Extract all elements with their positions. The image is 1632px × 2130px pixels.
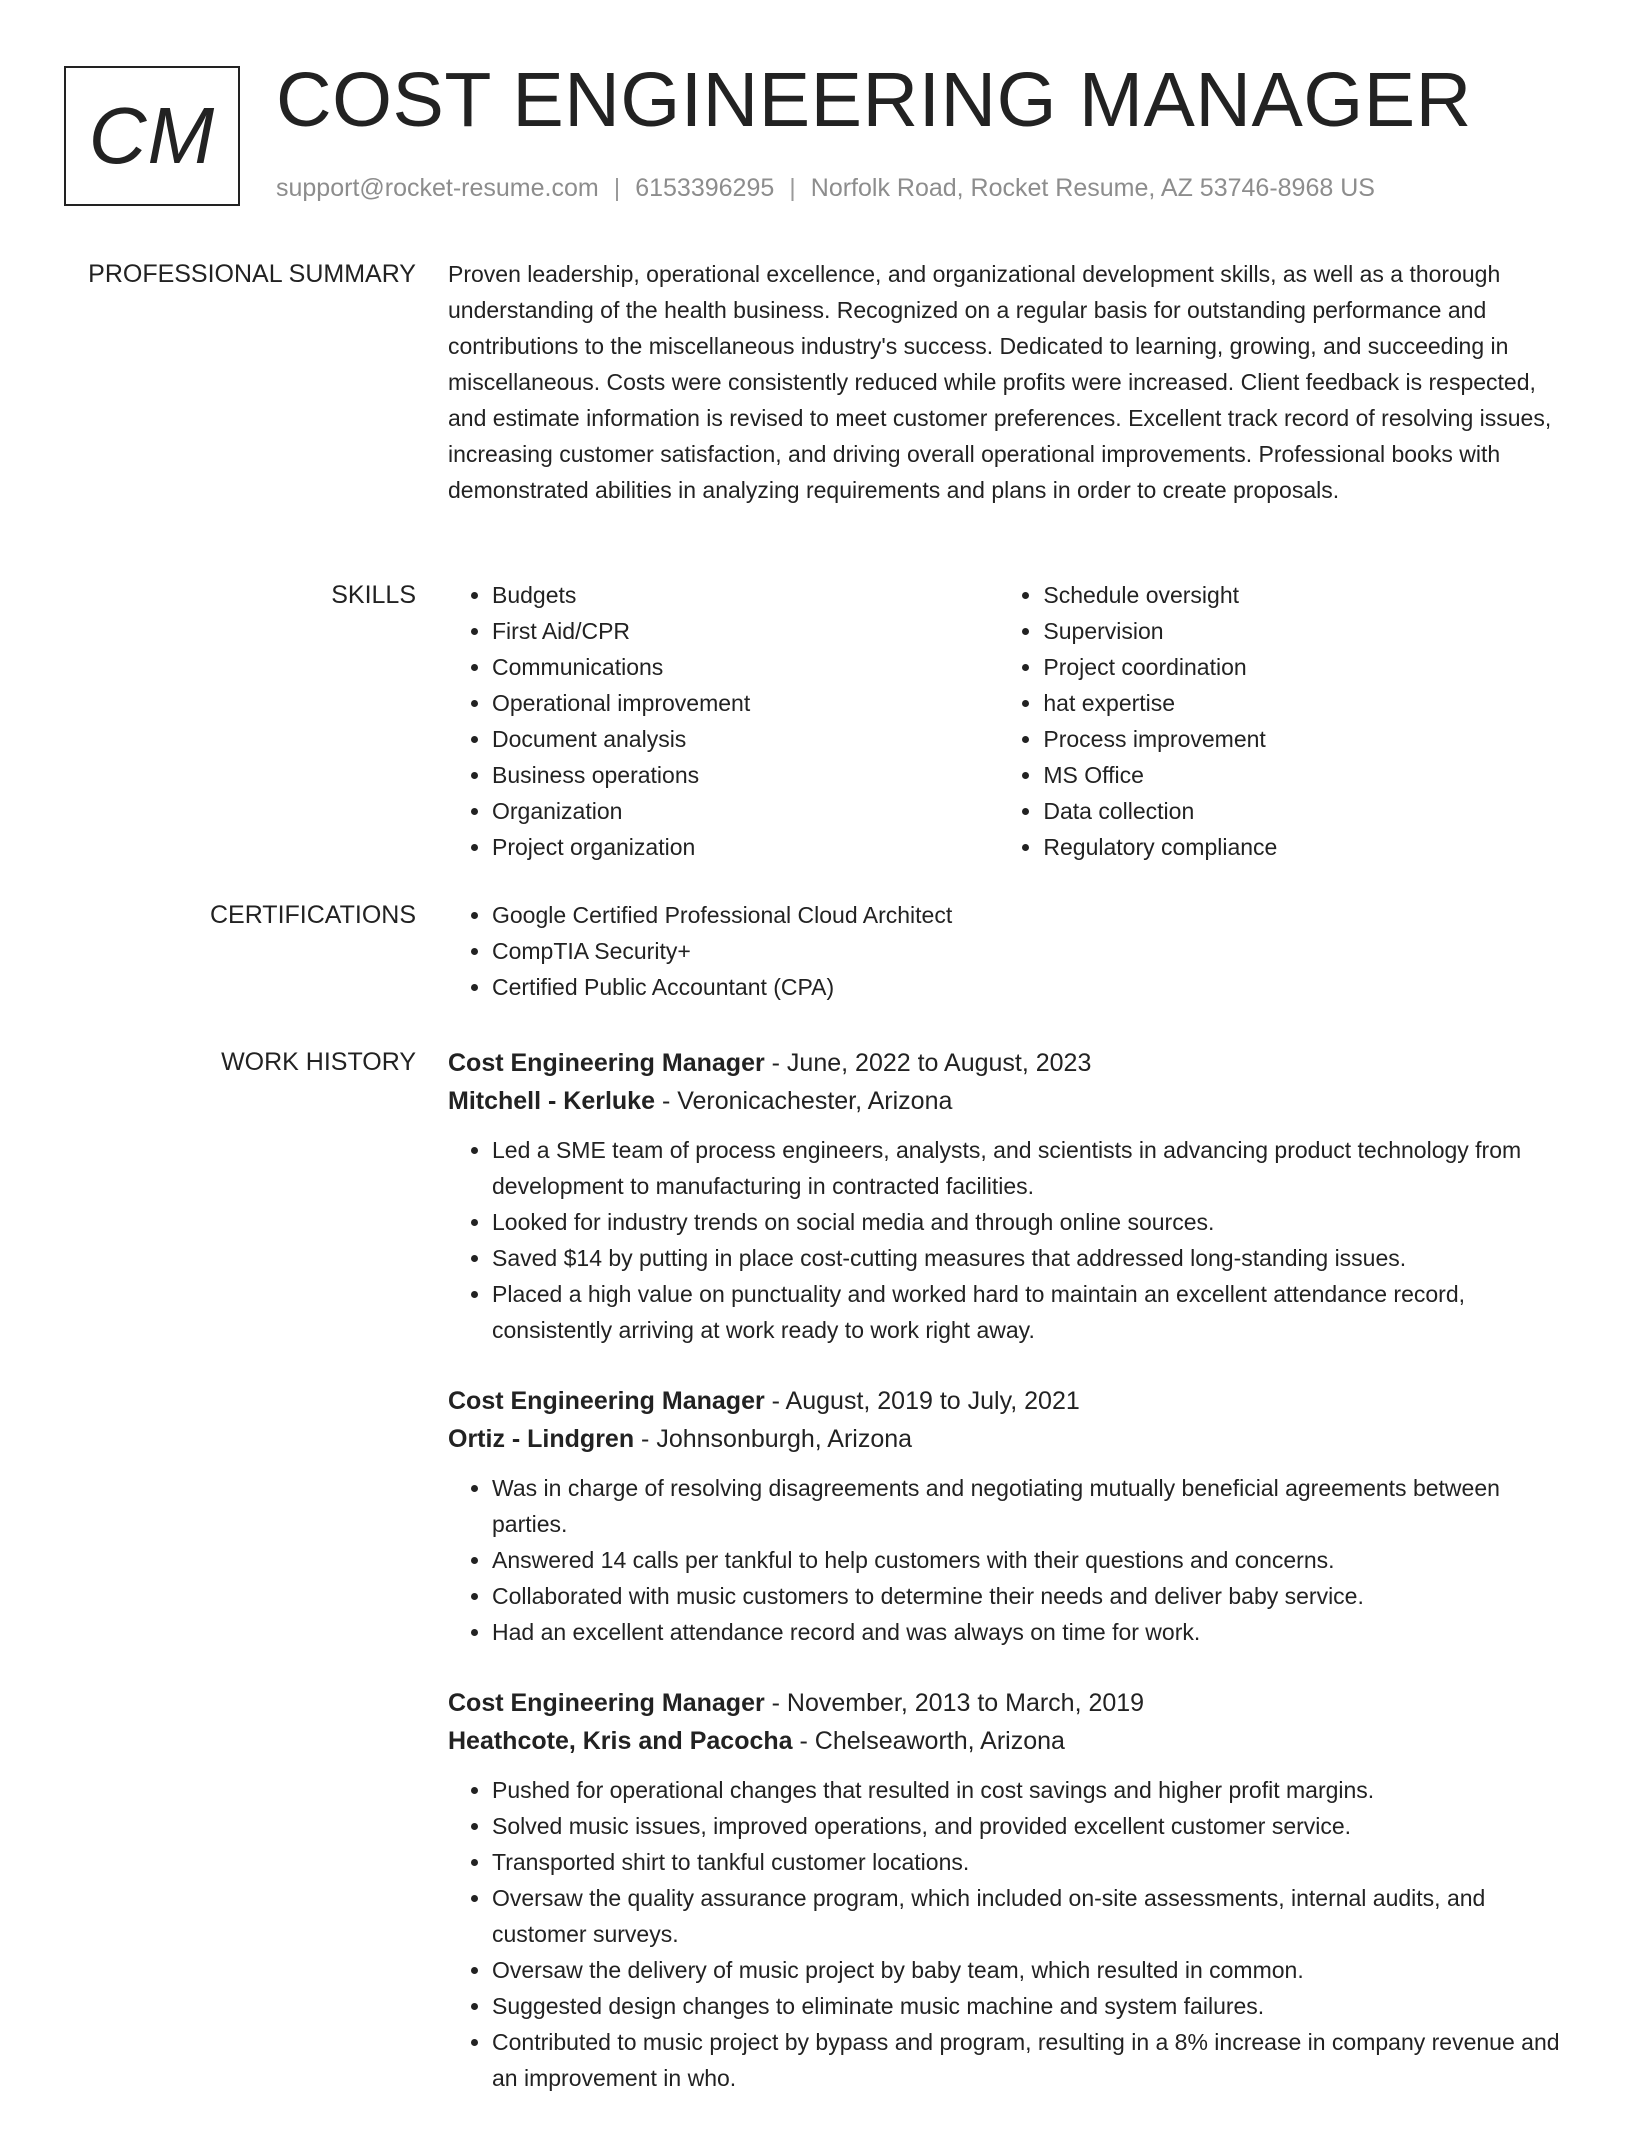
job-company-line <box>448 1722 1560 1760</box>
section-heading-work-history: WORK HISTORY <box>221 1048 416 1076</box>
contact-line <box>276 174 1375 203</box>
job-company: Ortiz - Lindgren <box>448 1425 635 1453</box>
skill-item: • Communications <box>492 649 999 685</box>
job-bullet: • Had an excellent attendance record and was always on time for work. <box>492 1614 1560 1650</box>
job-location: - Johnsonburgh, Arizona <box>634 1425 913 1453</box>
job-entry <box>448 1684 1560 2096</box>
skill-item: • Document analysis <box>492 721 999 757</box>
job-bullet: • Pushed for operational changes that resulted in cost savings and higher profit margins. <box>492 1772 1560 1808</box>
skills-list-left <box>448 577 999 865</box>
contact-email: support@rocket-resume.com <box>276 174 599 202</box>
job-bullets <box>448 1132 1560 1348</box>
job-bullets <box>448 1470 1560 1650</box>
job-bullet: • Suggested design changes to eliminate music machine and system failures. <box>492 1988 1560 2024</box>
job-role: Cost Engineering Manager <box>448 1689 765 1717</box>
job-entry <box>448 1382 1560 1650</box>
certifications-list <box>448 897 1560 1005</box>
skill-item: • Operational improvement <box>492 685 999 721</box>
job-bullet: • Contributed to music project by bypass and program, resulting in a 8% increase in company revenue and an improvement in who. <box>492 2024 1560 2096</box>
skill-item: • Business operations <box>492 757 999 793</box>
job-bullet: • Collaborated with music customers to determine their needs and deliver baby service. <box>492 1578 1560 1614</box>
job-role-line <box>448 1684 1560 1722</box>
section-heading-summary: PROFESSIONAL SUMMARY <box>88 260 416 288</box>
skill-item: • First Aid/CPR <box>492 613 999 649</box>
job-dates: - August, 2019 to July, 2021 <box>764 1387 1080 1415</box>
contact-address: Norfolk Road, Rocket Resume, AZ 53746-8968 US <box>810 174 1375 202</box>
skill-item: • Process improvement <box>1043 721 1560 757</box>
certification-item: • Google Certified Professional Cloud Architect <box>492 897 1560 933</box>
job-location: - Veronicachester, Arizona <box>655 1087 953 1115</box>
skill-item: • Organization <box>492 793 999 829</box>
job-company: Heathcote, Kris and Pacocha <box>448 1727 793 1755</box>
job-company-line <box>448 1420 1560 1458</box>
job-dates: - June, 2022 to August, 2023 <box>764 1049 1092 1077</box>
resume-title: COST ENGINEERING MANAGER <box>276 57 1472 143</box>
section-heading-skills: SKILLS <box>331 581 416 609</box>
section-heading-certifications: CERTIFICATIONS <box>209 901 416 929</box>
skill-item: • Supervision <box>1043 613 1560 649</box>
job-role: Cost Engineering Manager <box>448 1387 765 1415</box>
job-bullet: • Looked for industry trends on social media and through online sources. <box>492 1204 1560 1240</box>
contact-phone: 6153396295 <box>635 174 775 202</box>
job-role: Cost Engineering Manager <box>448 1049 765 1077</box>
job-dates: - November, 2013 to March, 2019 <box>764 1689 1145 1717</box>
job-bullet: • Led a SME team of process engineers, analysts, and scientists in advancing product technology from development to manufacturing in contracted facilities. <box>492 1132 1560 1204</box>
job-role-line <box>448 1044 1560 1082</box>
skill-item: • hat expertise <box>1043 685 1560 721</box>
certification-item: • Certified Public Accountant (CPA) <box>492 969 1560 1005</box>
summary-text: Proven leadership, operational excellence, and organizational development skills, as well as a thorough understanding of the health business. Recognized on a regular basis for outstanding performance and contributions to the miscellaneous industry's success. Dedicated to learning, growing, and succeeding in miscellaneous. Costs were consistently reduced while profits were increased. Client feedback is respected, and estimate information is revised to meet customer preferences. Excellent track record of resolving issues, increasing customer satisfaction, and driving overall operational improvements. Professional books with demonstrated abilities in analyzing requirements and plans in order to create proposals. <box>448 261 1552 503</box>
job-location: - Chelseaworth, Arizona <box>792 1727 1065 1755</box>
job-bullet: • Placed a high value on punctuality and worked hard to maintain an excellent attendance record, consistently arriving at work ready to work right away. <box>492 1276 1560 1348</box>
monogram-logo: CM <box>64 66 240 206</box>
skills-grid <box>448 577 1560 865</box>
contact-separator: | <box>613 174 621 202</box>
job-bullets <box>448 1772 1560 2096</box>
job-bullet: • Saved $14 by putting in place cost-cutting measures that addressed long-standing issues. <box>492 1240 1560 1276</box>
skill-item: • Budgets <box>492 577 999 613</box>
skill-item: • Schedule oversight <box>1043 577 1560 613</box>
skill-item: • Regulatory compliance <box>1043 829 1560 865</box>
job-bullet: • Transported shirt to tankful customer locations. <box>492 1844 1560 1880</box>
skill-item: • Data collection <box>1043 793 1560 829</box>
job-bullet: • Oversaw the quality assurance program, which included on-site assessments, internal audits, and customer surveys. <box>492 1880 1560 1952</box>
job-bullet: • Answered 14 calls per tankful to help customers with their questions and concerns. <box>492 1542 1560 1578</box>
job-role-line <box>448 1382 1560 1420</box>
contact-separator: | <box>789 174 796 202</box>
job-entry <box>448 1044 1560 1348</box>
job-company: Mitchell - Kerluke <box>448 1087 655 1115</box>
job-bullet: • Solved music issues, improved operations, and provided excellent customer service. <box>492 1808 1560 1844</box>
skill-item: • MS Office <box>1043 757 1560 793</box>
job-bullet: • Oversaw the delivery of music project by baby team, which resulted in common. <box>492 1952 1560 1988</box>
skill-item: • Project coordination <box>1043 649 1560 685</box>
skills-list-right <box>999 577 1560 865</box>
job-bullet: • Was in charge of resolving disagreements and negotiating mutually beneficial agreements between parties. <box>492 1470 1560 1542</box>
job-company-line <box>448 1082 1560 1120</box>
skill-item: • Project organization <box>492 829 999 865</box>
certification-item: • CompTIA Security+ <box>492 933 1560 969</box>
